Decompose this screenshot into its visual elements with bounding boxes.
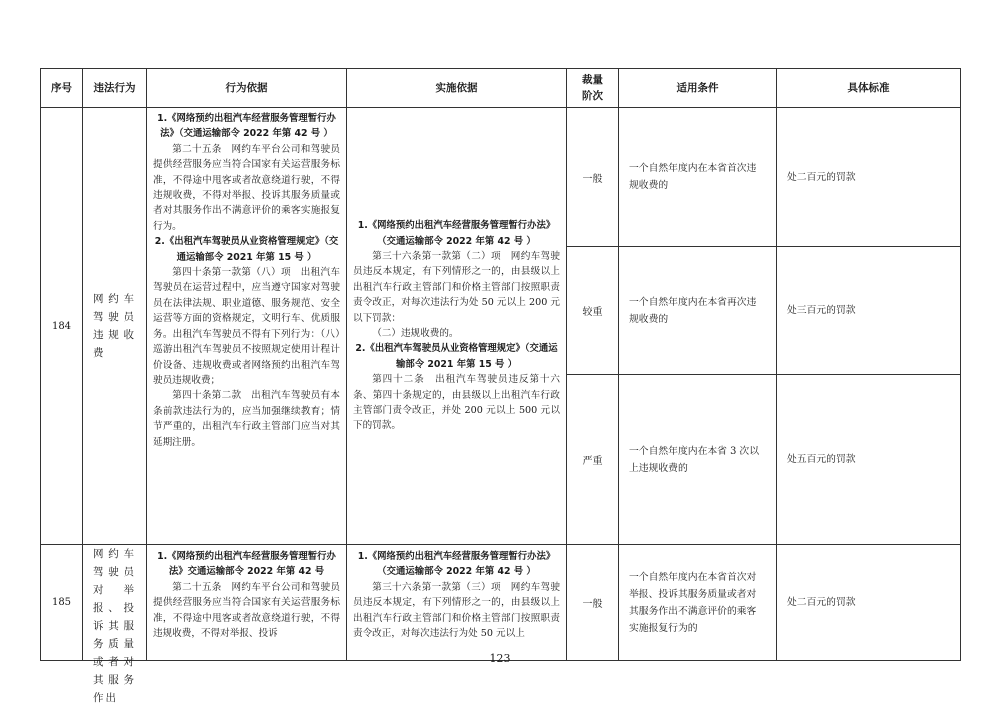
row-184-standard-severe: 处五百元的罚款 [777, 375, 961, 545]
row-185-basis [147, 545, 347, 661]
header-discretion-level: 裁量 阶次 [567, 69, 619, 108]
row-184-implementation [347, 108, 567, 545]
basis-184-para-1: 第二十五条 网约车平台公司和驾驶员提供经营服务应当符合国家有关运营服务标准，不得途中甩客或者故意绕道行驶，不得违规收费，不得对举报、投诉其服务质量或者对其服务作出不满意评价的乘客实施报复行为。 [153, 143, 340, 232]
row-184-condition-serious: 一个自然年度内在本省再次违规收费的 [619, 247, 777, 375]
header-conditions: 适用条件 [619, 69, 777, 108]
table-row [41, 108, 961, 247]
header-violation: 违法行为 [83, 69, 147, 108]
row-184-standard-serious: 处三百元的罚款 [777, 247, 961, 375]
impl-185-para-1: 第三十六条第一款第（三）项 网约车驾驶员违反本规定，有下列情形之一的，由县级以上出租汽车行政主管部门和价格主管部门按照职责责令改正，对每次违法行为处 50 元以上 [353, 581, 560, 640]
header-implementation: 实施依据 [347, 69, 567, 108]
row-184-basis [147, 108, 347, 545]
basis-184-title-2: 2.《出租汽车驾驶员从业资格管理规定》（交通运输部令 2021 年第 15 号 ） [154, 236, 339, 263]
basis-185-para-1: 第二十五条 网约车平台公司和驾驶员提供经营服务应当符合国家有关运营服务标准，不得途中甩客或者故意绕道行驶，不得违规收费，不得对举报、投诉 [153, 581, 340, 640]
basis-184-para-3: 第四十条第二款 出租汽车驾驶员有本条前款违法行为的，应当加强继续教育；情节严重的，出租汽车行政主管部门应当对其延期注册。 [153, 390, 340, 448]
impl-184-title-2: 2.《出租汽车驾驶员从业资格管理规定》（交通运输部令 2021 年第 15 号 ） [355, 343, 558, 370]
row-184-standard-general: 处二百元的罚款 [777, 108, 961, 247]
table-header-row [41, 69, 961, 108]
basis-185-title-1: 1.《网络预约出租汽车经营服务管理暂行办法》交通运输部令 2022 年第 42 号 [157, 551, 336, 578]
row-184-level-severe: 严重 [567, 375, 619, 545]
header-basis: 行为依据 [147, 69, 347, 108]
header-seq: 序号 [41, 69, 83, 108]
impl-184-para-2: （二）违规收费的。 [372, 328, 459, 339]
page-number: 123 [489, 652, 511, 665]
penalty-standards-table [40, 68, 961, 704]
impl-184-title-1: 1.《网络预约出租汽车经营服务管理暂行办法》（交通运输部令 2022 年第 42 号 ） [357, 220, 556, 247]
table-row [41, 545, 961, 661]
row-185-implementation [347, 545, 567, 661]
row-185-seq: 185 [41, 545, 83, 661]
basis-184-para-2: 第四十条第一款第（八）项 出租汽车驾驶员在运营过程中，应当遵守国家对驾驶员在法律法规、职业道德、服务规范、安全运营等方面的资格规定，文明行车、优质服务。出租汽车驾驶员不得有下列行为：（八）巡游出租汽车驾驶员不按照规定使用计程计价设备、违规收费或者网络预约出租汽车驾驶员违规收费； [153, 267, 340, 386]
impl-184-para-1: 第三十六条第一款第（二）项 网约车驾驶员违反本规定，有下列情形之一的，由县级以上出租汽车行政主管部门和价格主管部门按照职责责令改正，对每次违法行为处 50 元以上 200 元以下罚款： [353, 250, 560, 324]
row-185-standard-general: 处二百元的罚款 [777, 545, 961, 661]
row-184-seq: 184 [41, 108, 83, 545]
row-185-violation-text: 网约车驾驶员对举报、投诉其服务质量或者对其服务作出 [93, 548, 136, 704]
row-184-level-general: 一般 [567, 108, 619, 247]
header-standard: 具体标准 [777, 69, 961, 108]
row-185-condition-general: 一个自然年度内在本省首次对举报、投诉其服务质量或者对其服务作出不满意评价的乘客实施报复行为的 [619, 545, 777, 661]
row-185-violation [83, 545, 147, 704]
basis-184-title-1: 1.《网络预约出租汽车经营服务管理暂行办法》（交通运输部令 2022 年第 42 号 ） [157, 113, 336, 140]
impl-185-title-1: 1.《网络预约出租汽车经营服务管理暂行办法》（交通运输部令 2022 年第 42 号 ） [357, 551, 556, 578]
row-184-violation: 网约车驾驶员违规收费 [83, 108, 147, 545]
row-184-level-serious: 较重 [567, 247, 619, 375]
row-185-level-general: 一般 [567, 545, 619, 661]
impl-184-para-3: 第四十二条 出租汽车驾驶员违反第十六条、第四十条规定的，由县级以上出租汽车行政主管部门责令改正，并处 200 元以上 500 元以下的罚款。 [353, 374, 560, 432]
row-184-condition-severe: 一个自然年度内在本省 3 次以上违规收费的 [619, 375, 777, 545]
row-184-condition-general: 一个自然年度内在本省首次违规收费的 [619, 108, 777, 247]
